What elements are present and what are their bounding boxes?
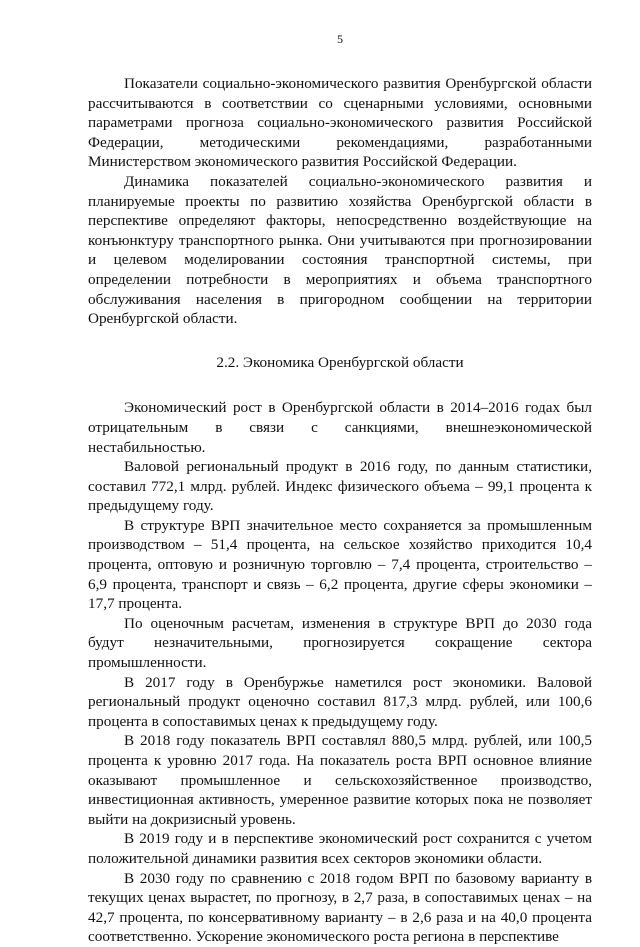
paragraph-forecast-2030: В 2030 году по сравнению с 2018 годом ВРП по базовому варианту в текущих ценах вырастет, по прогнозу, в 2,7 раза, в сопоставимых ценах – на 42,7 процента, по консервативному варианту – в 2,6 раза и на 40,0 процента соответственно. Ускорение экономического роста региона в перспективе bbox=[88, 869, 592, 946]
page-number: 5 bbox=[337, 32, 343, 46]
paragraph-grp-2017: В 2017 году в Оренбуржье наметился рост экономики. Валовой региональный продукт оценочно составил 817,3 млрд. рублей, или 100,6 процента в сопоставимых ценах к предыдущему году. bbox=[88, 673, 592, 730]
paragraph-grp-2016: Валовой региональный продукт в 2016 году, по данным статистики, составил 772,1 млрд. рублей. Индекс физического объема – 99,1 процента к предыдущему году. bbox=[88, 458, 592, 515]
paragraph-indicators: Показатели социально-экономического развития Оренбургской области рассчитываются в соответствии со сценарными условиями, основными параметрами прогноза социально-экономического развития Российской Федерации, методическими рекомендациями, разработанными Министерством экономического развития Российской Федерации. bbox=[88, 75, 592, 171]
section-heading: 2.2. Экономика Оренбургской области bbox=[216, 353, 464, 371]
paragraph-grp-structure: В структуре ВРП значительное место сохраняется за промышленным производством – 51,4 процента, на сельское хозяйство приходится 10,4 процента, оптовую и розничную торговлю – 7,4 процента, строительство – 6,9 процента, транспорт и связь – 6,2 процента, другие сферы экономики – 17,7 процента. bbox=[88, 516, 592, 613]
paragraph-outlook-2019: В 2019 году и в перспективе экономический рост сохранится с учетом положительной динамики развития всех секторов экономики области. bbox=[88, 830, 592, 867]
paragraph-growth-2014-2016: Экономический рост в Оренбургской области в 2014–2016 годах был отрицательным в связи с санкциями, внешнеэкономической нестабильностью. bbox=[88, 399, 592, 456]
paragraph-grp-2018: В 2018 году показатель ВРП составлял 880,5 млрд. рублей, или 100,5 процента к уровню 2017 года. На показатель роста ВРП основное влияние оказывают промышленное и сельскохозяйственное производство, инвестиционная активность, умеренное развитие которых пока не позволяет выйти на докризисный уровень. bbox=[88, 732, 592, 828]
paragraph-forecast-structure: По оценочным расчетам, изменения в структуре ВРП до 2030 года будут незначительными, прогнозируется сокращение сектора промышленности. bbox=[88, 614, 592, 672]
paragraph-dynamics: Динамика показателей социально-экономического развития и планируемые проекты по развитию хозяйства Оренбургской области в перспективе определяют факторы, непосредственно воздействующие на конъюнктуру транспортного рынка. Они учитываются при прогнозировании и целевом моделировании состояния транспортной системы, при определении потребности в мероприятиях и объема транспортного обслуживания населения в пригородном сообщении на территории Оренбургской области. bbox=[88, 172, 592, 328]
